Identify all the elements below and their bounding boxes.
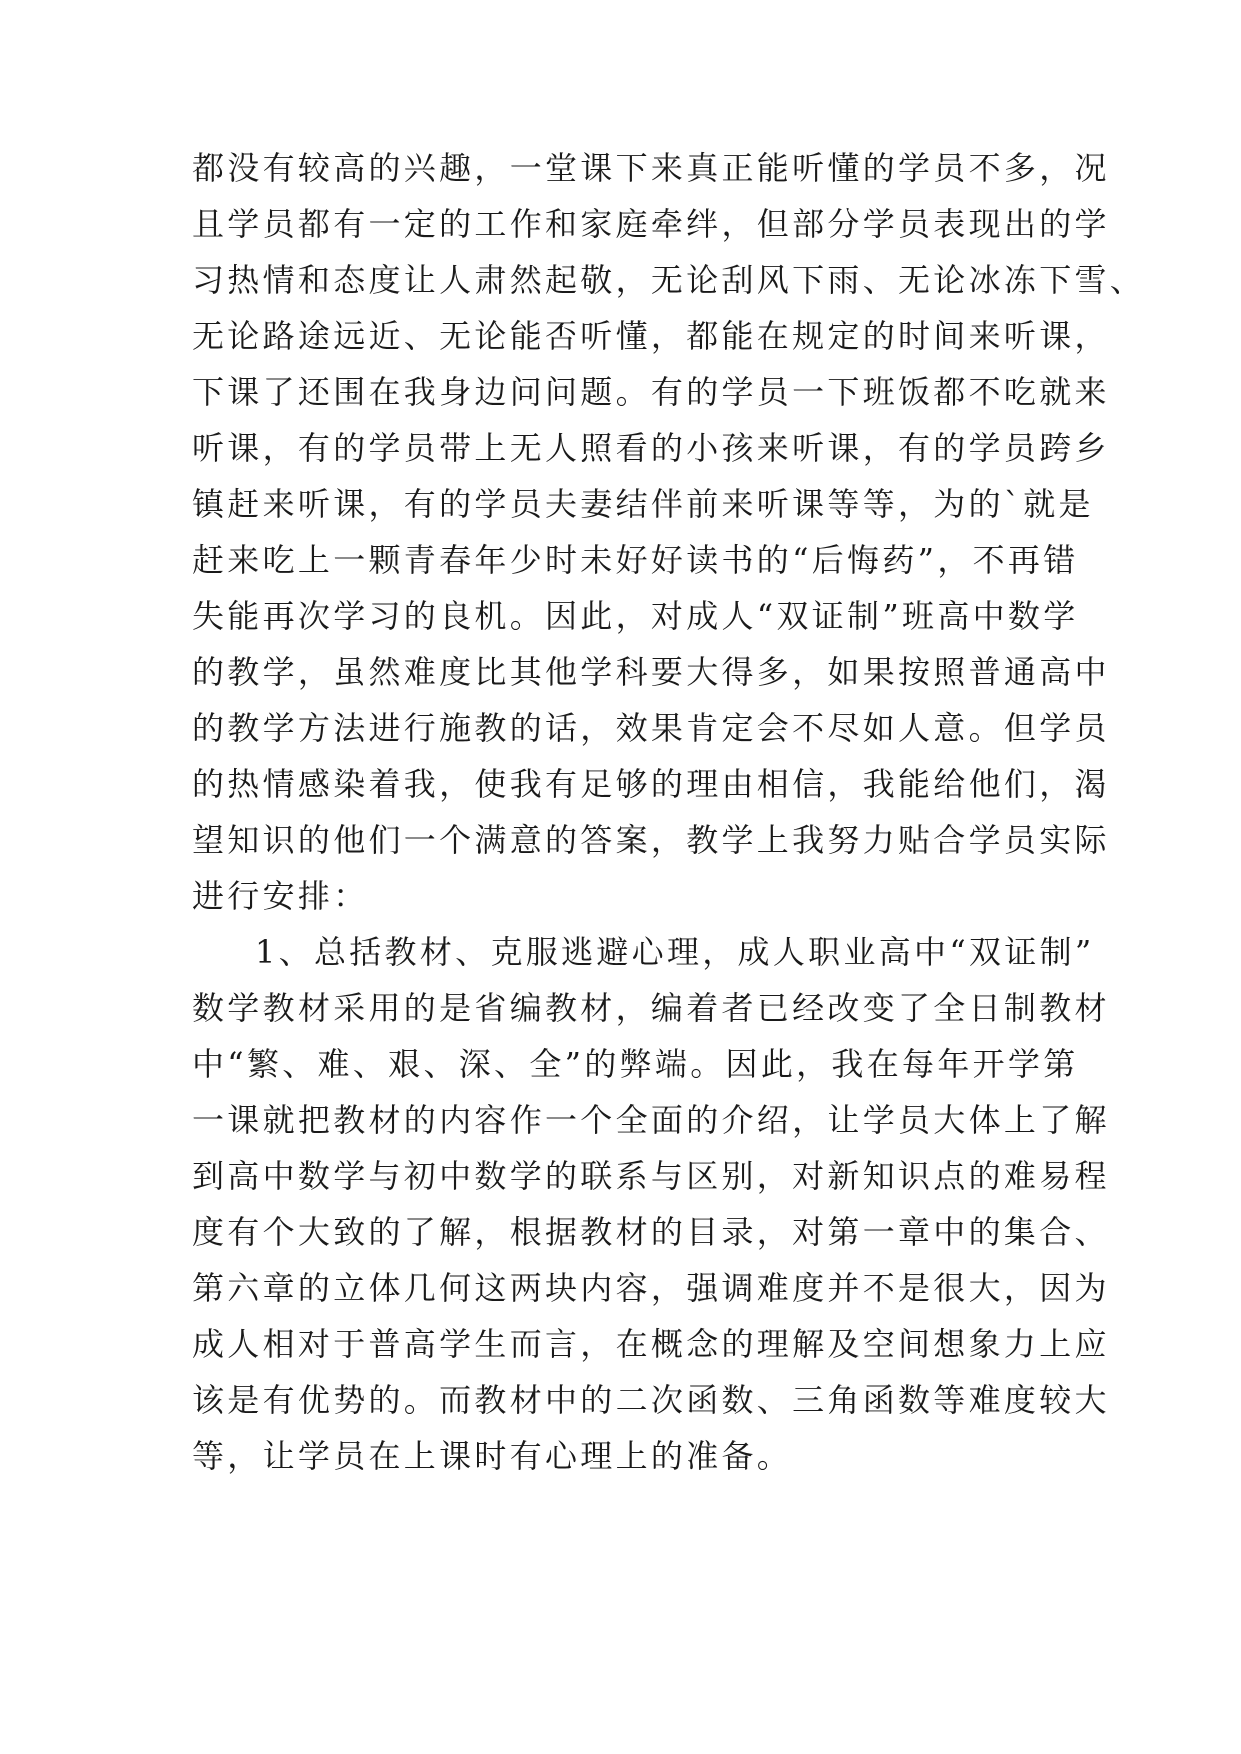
text-line: 等，让学员在上课时有心理上的准备。 — [192, 1437, 793, 1475]
text-line: 中“繁、难、艰、深、全”的弊端。因此，我在每年开学第 — [192, 1045, 1079, 1083]
text-line: 一课就把教材的内容作一个全面的介绍，让学员大体上了解 — [192, 1101, 1110, 1139]
text-line: 进行安排： — [192, 877, 369, 915]
text-line: 下课了还围在我身边问问题。有的学员一下班饭都不吃就来 — [192, 373, 1110, 411]
text-line: 望知识的他们一个满意的答案，教学上我努力贴合学员实际 — [192, 821, 1110, 859]
text-line: 度有个大致的了解，根据教材的目录，对第一章中的集合、 — [192, 1213, 1110, 1251]
text-line: 该是有优势的。而教材中的二次函数、三角函数等难度较大 — [192, 1381, 1110, 1419]
text-line: 的热情感染着我，使我有足够的理由相信，我能给他们，渴 — [192, 765, 1110, 803]
text-line: 都没有较高的兴趣，一堂课下来真正能听懂的学员不多，况 — [192, 149, 1110, 187]
text-line: 且学员都有一定的工作和家庭牵绊，但部分学员表现出的学 — [192, 205, 1110, 243]
text-line: 习热情和态度让人肃然起敬，无论刮风下雨、无论冰冻下雪、 — [192, 261, 1146, 299]
text-line: 赶来吃上一颗青春年少时未好好读书的“后悔药”，不再错 — [192, 541, 1079, 579]
text-line: 无论路途远近、无论能否听懂，都能在规定的时间来听课， — [192, 317, 1110, 355]
text-line: 第六章的立体几何这两块内容，强调难度并不是很大，因为 — [192, 1269, 1110, 1307]
text-line: 1、总括教材、克服逃避心理，成人职业高中“双证制” — [255, 933, 1095, 971]
text-line: 的教学，虽然难度比其他学科要大得多，如果按照普通高中 — [192, 653, 1110, 691]
text-line: 到高中数学与初中数学的联系与区别，对新知识点的难易程 — [192, 1157, 1110, 1195]
text-line: 镇赶来听课，有的学员夫妻结伴前来听课等等，为的`就是 — [192, 485, 1094, 523]
text-line: 数学教材采用的是省编教材，编着者已经改变了全日制教材 — [192, 989, 1110, 1027]
text-line: 听课，有的学员带上无人照看的小孩来听课，有的学员跨乡 — [192, 429, 1110, 467]
text-line: 的教学方法进行施教的话，效果肯定会不尽如人意。但学员 — [192, 709, 1110, 747]
text-line: 失能再次学习的良机。因此，对成人“双证制”班高中数学 — [192, 597, 1079, 635]
text-line: 成人相对于普高学生而言，在概念的理解及空间想象力上应 — [192, 1325, 1110, 1363]
